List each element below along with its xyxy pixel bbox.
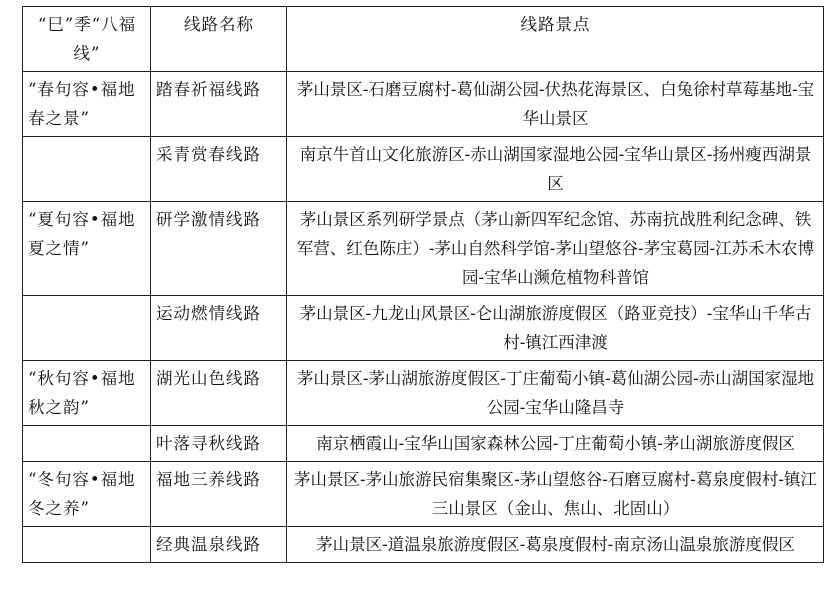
route-name-cell: 采青赏春线路 <box>151 137 287 202</box>
season-cell: “秋句容•福地秋之韵” <box>23 361 151 426</box>
header-route-name: 线路名称 <box>151 7 287 72</box>
table-row <box>23 426 824 462</box>
table-row <box>23 296 824 361</box>
table-row <box>23 72 824 137</box>
table-row <box>23 527 824 563</box>
route-spots-cell: 茅山景区-茅山湖旅游度假区-丁庄葡萄小镇-葛仙湖公园-赤山湖国家湿地公园-宝华山隆昌寺 <box>287 361 824 426</box>
route-spots-cell: 南京栖霞山-宝华山国家森林公园-丁庄葡萄小镇-茅山湖旅游度假区 <box>287 426 824 462</box>
table-row <box>23 361 824 426</box>
route-spots-cell: 茅山景区-九龙山风景区-仑山湖旅游度假区（路亚竞技）-宝华山千华古村-镇江西津渡 <box>287 296 824 361</box>
route-name-cell: 经典温泉线路 <box>151 527 287 563</box>
route-name-cell: 研学激情线路 <box>151 202 287 296</box>
route-spots-cell: 南京牛首山文化旅游区-赤山湖国家湿地公园-宝华山景区-扬州瘦西湖景区 <box>287 137 824 202</box>
season-cell: “冬句容•福地冬之养” <box>23 462 151 527</box>
season-cell <box>23 137 151 202</box>
season-cell: “春句容•福地春之景” <box>23 72 151 137</box>
route-spots-cell: 茅山景区系列研学景点（茅山新四军纪念馆、苏南抗战胜利纪念碑、铁军营、红色陈庄）-茅山自然科学馆-茅山望悠谷-茅宝葛园-江苏禾木农博园-宝华山濒危植物科普馆 <box>287 202 824 296</box>
routes-table <box>22 6 824 563</box>
header-season: “巳”季“八福线” <box>23 7 151 72</box>
route-name-cell: 叶落寻秋线路 <box>151 426 287 462</box>
season-cell <box>23 296 151 361</box>
route-spots-cell: 茅山景区-道温泉旅游度假区-葛泉度假村-南京汤山温泉旅游度假区 <box>287 527 824 563</box>
route-spots-cell: 茅山景区-石磨豆腐村-葛仙湖公园-伏热花海景区、白兔徐村草莓基地-宝华山景区 <box>287 72 824 137</box>
route-name-cell: 运动燃情线路 <box>151 296 287 361</box>
table-row <box>23 202 824 296</box>
season-cell <box>23 527 151 563</box>
route-name-cell: 福地三养线路 <box>151 462 287 527</box>
header-route-spots: 线路景点 <box>287 7 824 72</box>
table-row <box>23 462 824 527</box>
season-cell <box>23 426 151 462</box>
table-row <box>23 137 824 202</box>
route-spots-cell: 茅山景区-茅山旅游民宿集聚区-茅山望悠谷-石磨豆腐村-葛泉度假村-镇江三山景区（金山、焦山、北固山） <box>287 462 824 527</box>
route-name-cell: 湖光山色线路 <box>151 361 287 426</box>
route-name-cell: 踏春祈福线路 <box>151 72 287 137</box>
header-row <box>23 7 824 72</box>
season-cell: “夏句容•福地夏之情” <box>23 202 151 296</box>
